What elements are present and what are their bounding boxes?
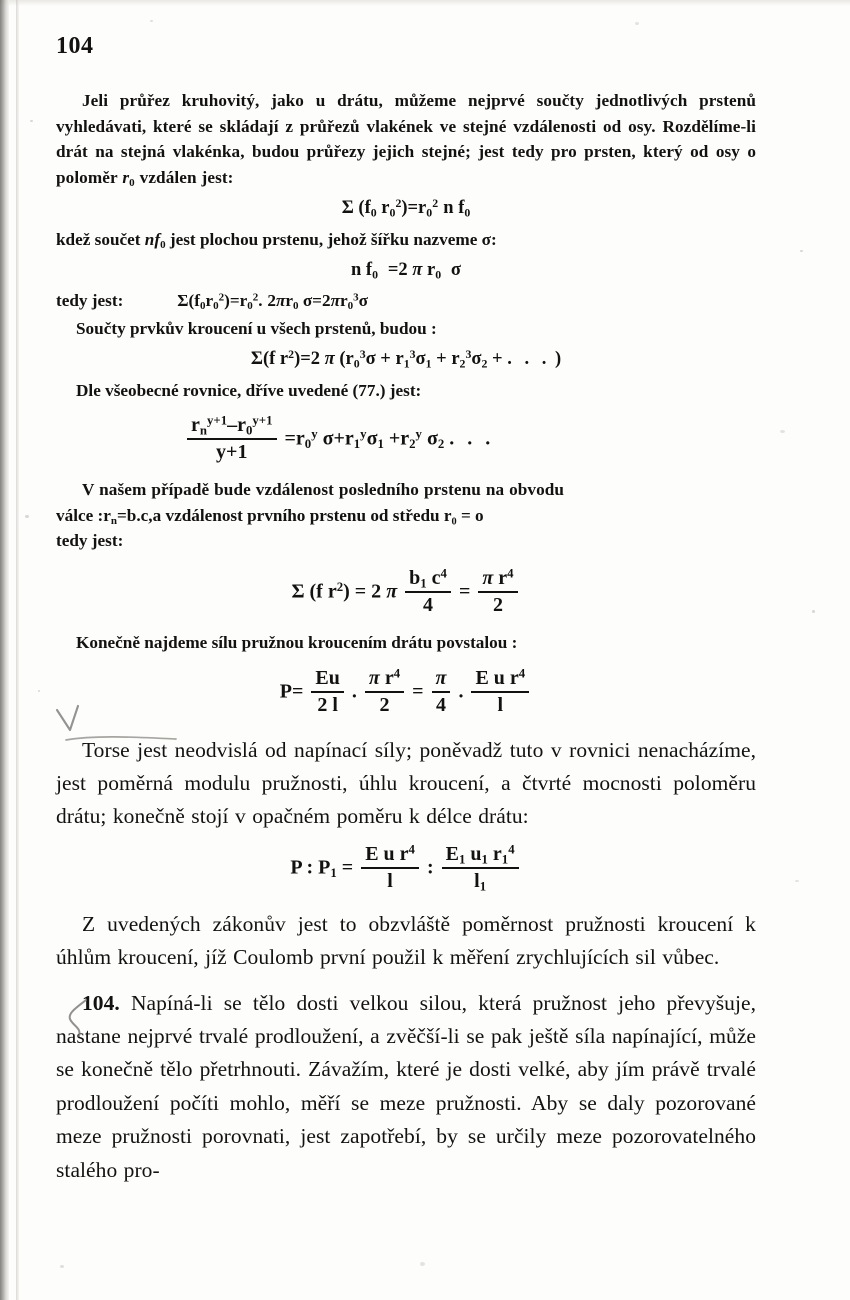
section-number-104: 104. (82, 990, 120, 1015)
formula-sum-f0-r0-squared: Σ ($f_0$ $r_0^2)=r_0^2$ n $f_0$ (341, 196, 471, 220)
line-soucty-prvkuv: Součty prvkův kroucení u všech prstenů, budou : (76, 318, 437, 338)
paragraph-text-after-r0: vzdálen jest: (134, 167, 234, 187)
line-vzdalenost-prvniho: a vzdálenost prvního prstenu od středu r₀ = o (152, 505, 484, 525)
paper-speck (30, 120, 33, 122)
fraction-numerator: $E_1$ $u_1$ $r_1^4$ (442, 843, 519, 869)
paper-speck (795, 880, 799, 882)
paragraph-v-nasem-pripade-line1: V našem případě bude vzdálenost posledního prstenu na obvodu (82, 480, 565, 500)
paragraph-jeli-prurez (56, 88, 756, 190)
scan-top-edge (0, 0, 850, 6)
fraction-b1c4-over-4 (405, 567, 451, 617)
fraction-Eur4-over-l-2 (361, 843, 419, 893)
fraction-numerator: $b_1$ $c^4$ (405, 567, 451, 593)
label-tedy-jest: tedy jest: (56, 291, 124, 311)
fraction-pi-r4-over-2b (365, 667, 404, 717)
line-tedy-jest-2: tedy jest: (56, 531, 124, 551)
fraction-numerator: π (432, 667, 451, 693)
fraction-E1u1r14-over-l1 (442, 843, 519, 893)
line-tedy-jest-formula: tedy jest: $\Sigma(f_0r_0^2)=r_0^2$. $2\pi r_0$ $\sigma=2\pi r_0^3\sigma$ (56, 291, 368, 313)
paper-speck (60, 1265, 64, 1268)
paragraph-torse-rest: jest neodvislá od napínací síly; poněvadž tuto v rovnici nenacházíme, jest poměrná modulu pružnosti, úhlu kroucení, a čtvrté mocnosti poloměru drátu; konečně stojí v opačném poměru k délce drátu: (56, 737, 756, 829)
line-kdez-before: kdež součet (56, 229, 145, 249)
inline-symbol-r: r (122, 167, 130, 187)
paragraph-torse (56, 734, 756, 834)
paper-speck (635, 22, 639, 25)
formula-force-P: P= $\frac{Eu}{2 l}$ . $\frac{\pi r^4}{2}$ = $\frac{\pi}{4}$ . $\frac{E u r^4}{l}$ (56, 668, 756, 718)
formula-sum-f-r-squared-series: Σ(f $r^2)=2$ π ($r_0^3\sigma + r_1^3\sigma_1 + r_2^3\sigma_2$ + . . . ) (250, 347, 562, 371)
formula-n-f0-equals-2-pi-r0-sigma: n $f_0 =2$ π $r_0$ σ (351, 260, 461, 282)
fraction-denominator: 4 (423, 593, 434, 616)
paper-speck (780, 430, 785, 433)
paper-speck (420, 1262, 425, 1266)
paragraph-text-before-r0: Jeli průřez kruhovitý, jako u drátu, můžeme nejprvé součty jednotlivých prstenů vyhledávati, které se skládají z průřezů vlakének ve stejné vzdálenosti od osy. Rozdělíme-li drát na stejná vlakénka, budou průřezy jejich stejné; jest tedy pro prsten, který od osy o poloměr (56, 91, 756, 187)
fraction-numerator: E u $r^4$ (471, 667, 529, 693)
paragraph-section-104-text: Napíná-li se tělo dosti velkou silou, která pružnost jeho převyšuje, nastane nejprvé trvalé prodloužení, a zvěčší-li se pak ještě síla napínající, může se konečně tělo přetrhnouti. Závažím, které je dosti velké, aby jím právě trvalé prodloužení počíti mohlo, měří se meze pružnosti. Aby se daly pozorované meze pružnosti porovnati, jest zapotřebí, by se určily meze pozorovatelného stalého pro- (56, 990, 756, 1182)
page-content (56, 34, 756, 1187)
scan-binding-edge-secondary (16, 0, 19, 1300)
formula-ratio-P-P1: P : $P_1$ = $\frac{E u r^4}{l}$ : $\frac{E_1 u_1 r_1^4}{l_1}$ (56, 844, 756, 894)
inline-symbol-f-subscript: 0 (160, 238, 166, 251)
fraction-denominator: 2 (492, 593, 503, 616)
fraction-pi-over-4 (432, 667, 451, 717)
paper-speck (25, 515, 29, 518)
fraction-pi-r4-over-2 (478, 567, 517, 617)
label-valce: válce : (56, 505, 104, 525)
line-dle-vseobecne-rovnice: Dle všeobecné rovnice, dříve uvedené (77.) jest: (76, 380, 422, 400)
paper-speck (150, 20, 153, 22)
paper-speck (812, 610, 815, 613)
paragraph-coulomb: Z uvedených zákonův jest to obzvláště poměrnost pružnosti kroucení k úhlům kroucení, jíž Coulomb první použil k měření zrychlujících sil vůbec. (56, 911, 756, 970)
fraction-numerator: Eu (311, 667, 343, 693)
fraction-denominator: l (387, 869, 393, 892)
fraction-denominator: y+1 (216, 441, 248, 464)
fraction-exponent-series (187, 414, 277, 464)
line-valce-rn: válce $:r_n=b.c,a$ vzdálenost prvního prstenu od středu r₀ = o (56, 505, 484, 527)
line-kdez-after: jest plochou prstenu, jehož šířku nazveme σ: (165, 229, 497, 249)
fraction-Eu-over-2l (311, 667, 343, 717)
folio-number: 104 (56, 33, 94, 59)
formula-general-equation-77: $\frac{r_n^{y+1}-r_0^{y+1}}{y+1}$ $=r_0^y$ $\sigma+r_1^y\sigma_1 +r_2^y$ $\sigma_2$ . . . (56, 415, 756, 465)
fraction-denominator: 2 (379, 693, 390, 716)
fraction-numerator: E u $r^4$ (361, 843, 419, 869)
paper-speck (38, 690, 40, 692)
fraction-Eur4-over-l (471, 667, 529, 717)
inline-symbol-r-subscript: 0 (129, 176, 135, 189)
paragraph-section-104 (56, 987, 756, 1187)
fraction-numerator: π $r^4$ (365, 667, 404, 693)
fraction-denominator: $l_1$ (474, 869, 487, 894)
inline-symbol-n: n (144, 229, 155, 249)
line-konecne-najdeme: Konečně najdeme sílu pružnou kroucením drátu povstalou : (76, 632, 518, 652)
fraction-numerator: π $r^4$ (478, 567, 517, 593)
paragraph-torse-first-word: Torse (82, 737, 130, 762)
fraction-denominator: 4 (435, 693, 446, 716)
scan-binding-edge (0, 0, 9, 1300)
fraction-denominator: 2 l (317, 693, 338, 716)
formula-sum-f-r-squared-result: Σ (f $r^2) = 2$ π $\frac{b_1 c^4}{4}$ = $\frac{\pi r^4}{2}$ (56, 568, 756, 618)
fraction-numerator: $r_n^{y+1}-r_0^{y+1}$ (187, 414, 277, 440)
fraction-denominator: l (497, 693, 504, 716)
line-kdez-soucet (56, 227, 756, 253)
paper-speck (800, 250, 803, 252)
inline-symbol-f: f (154, 229, 161, 249)
